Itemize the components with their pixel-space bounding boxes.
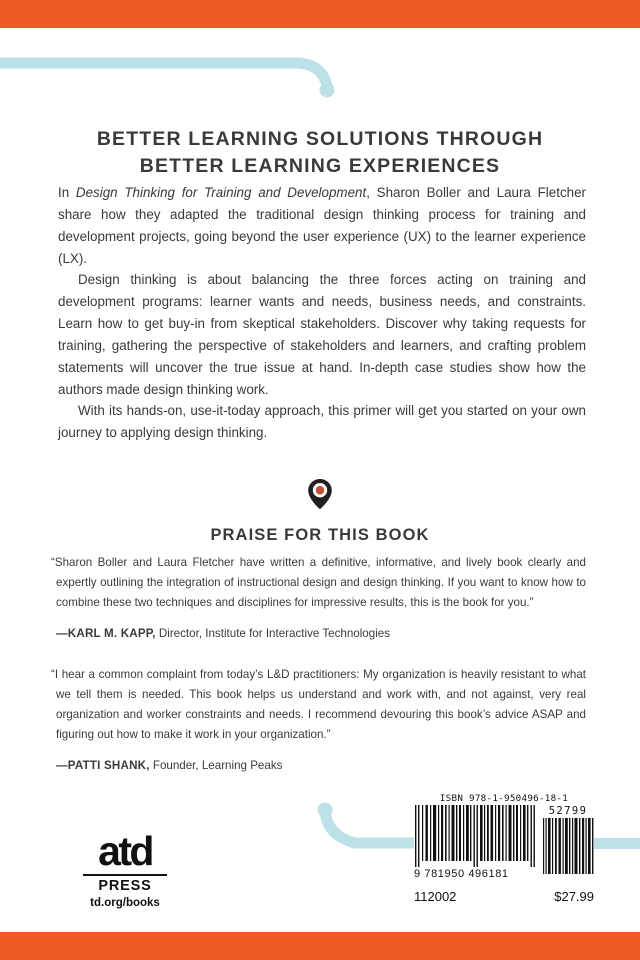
barcode-bars-row xyxy=(414,805,594,880)
description-p1-post: , Sharon Boller and Laura Fletcher share how they adapted the traditional design thinking process for training and development projects, going beyond the user experience (UX) to the learner experience (LX). xyxy=(58,185,586,266)
description-paragraph-2: Design thinking is about balancing the three forces acting on training and development programs: learner wants and needs, business needs, and constraints. Learn how to get buy-in from skeptical stakeholders. Discover why taking requests for training, gathering the perspective of stakeholders and learners, and crafting problem statements will uncover the true issue at hand. In-depth case studies show how the authors made design thinking work. xyxy=(58,272,586,397)
testimonial-2 xyxy=(51,665,586,772)
ean13-digits: 9 781950 496181 xyxy=(414,868,509,880)
price-label: $27.99 xyxy=(554,889,594,904)
page-title-line-1: BETTER LEARNING SOLUTIONS THROUGH xyxy=(96,128,544,151)
logo-divider xyxy=(83,874,167,876)
page-title-line-2: BETTER LEARNING EXPERIENCES xyxy=(139,154,501,177)
description-p1-pre: In xyxy=(58,185,76,200)
top-orange-bar xyxy=(0,0,640,28)
testimonial-2-role: Founder, Learning Peaks xyxy=(149,758,283,772)
addon5-barcode xyxy=(542,805,594,874)
testimonial-1-dash: — xyxy=(56,626,68,640)
barcode-block xyxy=(414,793,594,904)
praise-section-title: PRAISE FOR THIS BOOK xyxy=(210,525,430,544)
testimonial-1-role: Director, Institute for Interactive Technologies xyxy=(155,626,391,640)
atd-wordmark: atd xyxy=(98,828,152,874)
bottom-orange-bar xyxy=(0,932,640,960)
description-paragraph-3: With its hands-on, use-it-today approach, this primer will get you started on your own journey to applying design thinking. xyxy=(58,403,586,441)
testimonial-1 xyxy=(51,553,586,640)
barcode-footer-row xyxy=(414,889,594,904)
item-number: 112002 xyxy=(414,889,457,904)
publisher-url: td.org/books xyxy=(90,896,160,909)
isbn-label: ISBN 978-1-950496-18-1 xyxy=(439,793,569,804)
map-pin-icon-wrapper xyxy=(0,478,640,515)
imprint-label: PRESS xyxy=(98,877,152,894)
ean13-bars xyxy=(414,805,536,867)
addon5-bars xyxy=(542,818,594,874)
book-description xyxy=(58,182,586,444)
description-paragraph-1 xyxy=(58,182,586,269)
testimonial-1-name: KARL M. KAPP, xyxy=(67,626,156,640)
testimonial-1-attribution xyxy=(56,627,586,640)
testimonial-1-text: “Sharon Boller and Laura Fletcher have written a definitive, informative, and lively book clearly and expertly outlining the integration of instructional design and design thinking. If you want to know how to combine these two techniques and disciplines for impressive results, this is the book for you.” xyxy=(51,556,586,609)
testimonial-2-text: “I hear a common complaint from today’s L&D practitioners: My organization is heavily resistant to what we tell them is needed. This book helps us understand and work with, and not against, very real organization and worker constraints and needs. I recommend devouring this book’s advice ASAP and figuring out how to make it work in your organization.” xyxy=(51,668,586,741)
page-title xyxy=(60,126,580,180)
map-pin-icon xyxy=(307,478,333,510)
book-title-italic: Design Thinking for Training and Development xyxy=(75,185,367,200)
ean13-barcode xyxy=(414,805,536,880)
testimonial-2-dash: — xyxy=(56,758,68,772)
testimonial-2-attribution xyxy=(56,759,586,772)
addon5-digits: 52799 xyxy=(548,805,588,817)
publisher-logo xyxy=(70,828,180,909)
teal-swoosh-top-decoration xyxy=(0,44,350,104)
testimonial-2-name: PATTI SHANK, xyxy=(67,758,150,772)
